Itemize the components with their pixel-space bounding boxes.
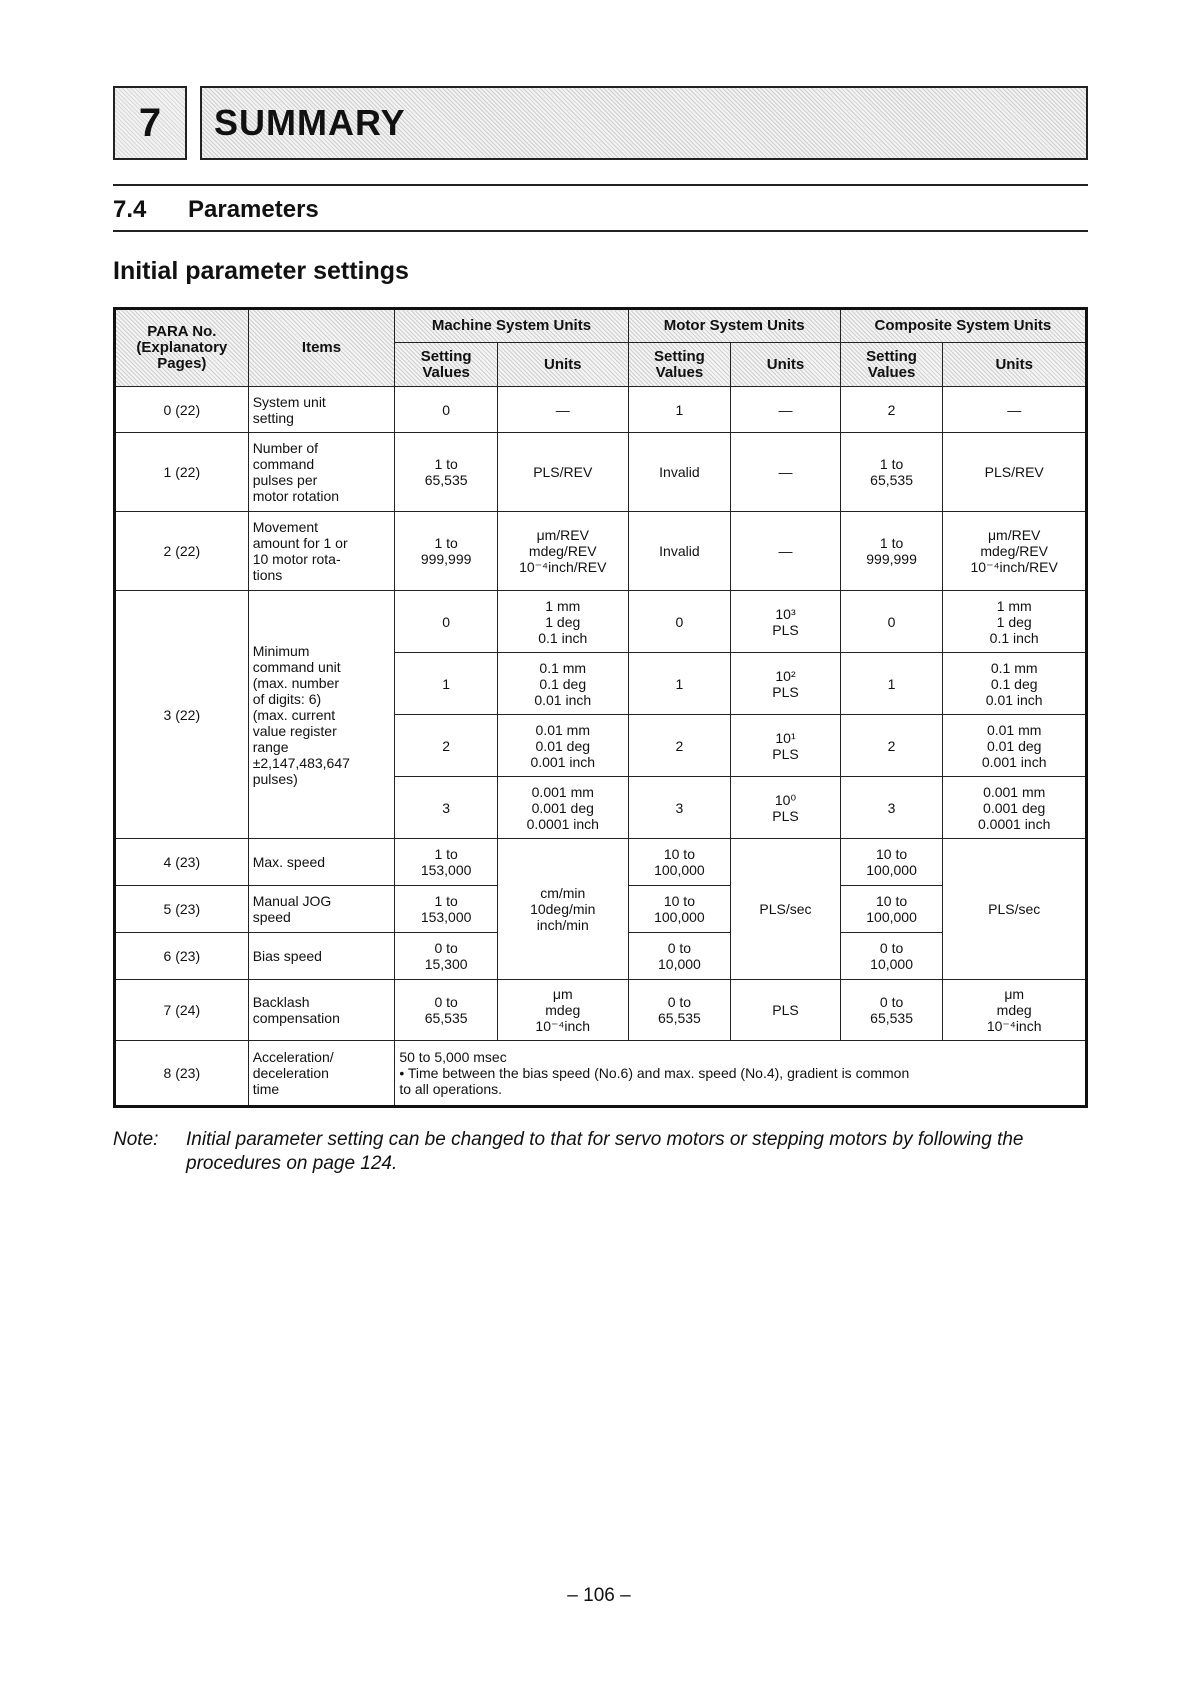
machine-setting-cell: 1 to 999,999 — [395, 512, 498, 591]
composite-setting-cell: 0 to 65,535 — [840, 980, 943, 1041]
composite-setting-cell: 2 — [840, 387, 943, 433]
subheading: Initial parameter settings — [113, 257, 409, 285]
table-row — [115, 839, 1087, 886]
header-machine-units: Units — [497, 343, 628, 387]
table-row — [115, 512, 1087, 591]
machine-setting-cell: 0 — [395, 387, 498, 433]
motor-units-cell: 10² PLS — [731, 653, 841, 715]
section-rule-bottom — [113, 230, 1088, 232]
chapter-number: 7 — [138, 100, 162, 145]
note-label: Note: — [113, 1129, 159, 1150]
chapter-title: SUMMARY — [214, 102, 406, 143]
para-cell: 8 (23) — [115, 1041, 249, 1107]
item-cell: Acceleration/ deceleration time — [248, 1041, 395, 1107]
chapter-title-bar — [200, 86, 1088, 160]
machine-units-cell: μm/REV mdeg/REV 10⁻⁴inch/REV — [497, 512, 628, 591]
composite-units-cell: 0.001 mm 0.001 deg 0.0001 inch — [943, 777, 1087, 839]
item-cell: Manual JOG speed — [248, 886, 395, 933]
machine-units-cell: 0.01 mm 0.01 deg 0.001 inch — [497, 715, 628, 777]
para-cell: 4 (23) — [115, 839, 249, 886]
para-cell: 0 (22) — [115, 387, 249, 433]
composite-units-cell: — — [943, 387, 1087, 433]
composite-setting-cell: 10 to 100,000 — [840, 839, 943, 886]
header-para-no: PARA No. (Explanatory Pages) — [115, 309, 249, 387]
machine-setting-cell: 2 — [395, 715, 498, 777]
section-number: 7.4 — [113, 196, 147, 223]
motor-units-cell: 10⁰ PLS — [731, 777, 841, 839]
header-composite-units: Units — [943, 343, 1087, 387]
section-rule-top — [113, 184, 1088, 186]
page-number: – 106 – — [567, 1585, 631, 1606]
footnote — [113, 1128, 1088, 1176]
composite-units-cell: 1 mm 1 deg 0.1 inch — [943, 591, 1087, 653]
motor-units-cell: 10¹ PLS — [731, 715, 841, 777]
header-machine-setting: Setting Values — [395, 343, 498, 387]
machine-setting-cell: 0 to 65,535 — [395, 980, 498, 1041]
parameter-table — [113, 307, 1088, 1108]
machine-speed-units-cell: cm/min 10deg/min inch/min — [497, 839, 628, 980]
item-cell: Max. speed — [248, 839, 395, 886]
note-text: Initial parameter setting can be changed to that for servo motors or stepping motors by following the procedures on page 124. — [186, 1129, 1024, 1174]
para-cell: 2 (22) — [115, 512, 249, 591]
motor-units-cell: — — [731, 512, 841, 591]
item-cell: Bias speed — [248, 933, 395, 980]
motor-setting-cell: Invalid — [628, 512, 731, 591]
para-cell: 5 (23) — [115, 886, 249, 933]
table-row — [115, 1041, 1087, 1107]
composite-units-cell: 0.01 mm 0.01 deg 0.001 inch — [943, 715, 1087, 777]
motor-setting-cell: 3 — [628, 777, 731, 839]
motor-units-cell: 10³ PLS — [731, 591, 841, 653]
para-cell: 1 (22) — [115, 433, 249, 512]
motor-setting-cell: 1 — [628, 653, 731, 715]
para-cell: 7 (24) — [115, 980, 249, 1041]
table-row — [115, 387, 1087, 433]
composite-setting-cell: 3 — [840, 777, 943, 839]
machine-setting-cell: 1 to 153,000 — [395, 886, 498, 933]
section-title: Parameters — [188, 196, 319, 223]
machine-units-cell: 1 mm 1 deg 0.1 inch — [497, 591, 628, 653]
motor-setting-cell: 10 to 100,000 — [628, 886, 731, 933]
table-row — [115, 433, 1087, 512]
machine-setting-cell: 3 — [395, 777, 498, 839]
machine-setting-cell: 1 — [395, 653, 498, 715]
motor-setting-cell: Invalid — [628, 433, 731, 512]
composite-setting-cell: 2 — [840, 715, 943, 777]
motor-setting-cell: 0 to 10,000 — [628, 933, 731, 980]
composite-units-cell: μm mdeg 10⁻⁴inch — [943, 980, 1087, 1041]
machine-setting-cell: 0 — [395, 591, 498, 653]
header-motor-units: Units — [731, 343, 841, 387]
machine-setting-cell: 1 to 65,535 — [395, 433, 498, 512]
machine-units-cell: 0.001 mm 0.001 deg 0.0001 inch — [497, 777, 628, 839]
composite-speed-units-cell: PLS/sec — [943, 839, 1087, 980]
table-row — [115, 980, 1087, 1041]
machine-units-cell: — — [497, 387, 628, 433]
para-cell: 3 (22) — [115, 591, 249, 839]
composite-units-cell: μm/REV mdeg/REV 10⁻⁴inch/REV — [943, 512, 1087, 591]
item-cell: System unit setting — [248, 387, 395, 433]
item-cell: Number of command pulses per motor rotation — [248, 433, 395, 512]
motor-setting-cell: 10 to 100,000 — [628, 839, 731, 886]
motor-setting-cell: 0 to 65,535 — [628, 980, 731, 1041]
para-cell: 6 (23) — [115, 933, 249, 980]
motor-setting-cell: 2 — [628, 715, 731, 777]
motor-setting-cell: 1 — [628, 387, 731, 433]
item-cell: Backlash compensation — [248, 980, 395, 1041]
header-motor-setting: Setting Values — [628, 343, 731, 387]
motor-units-cell: — — [731, 433, 841, 512]
composite-units-cell: PLS/REV — [943, 433, 1087, 512]
composite-setting-cell: 10 to 100,000 — [840, 886, 943, 933]
header-composite-system-units: Composite System Units — [840, 309, 1086, 343]
motor-speed-units-cell: PLS/sec — [731, 839, 841, 980]
item-cell: Minimum command unit (max. number of digits: 6) (max. current value register range ±2,147,483,647 pulses) — [248, 591, 395, 839]
composite-setting-cell: 0 — [840, 591, 943, 653]
item-cell: Movement amount for 1 or 10 motor rota- tions — [248, 512, 395, 591]
machine-setting-cell: 1 to 153,000 — [395, 839, 498, 886]
composite-setting-cell: 1 to 999,999 — [840, 512, 943, 591]
motor-setting-cell: 0 — [628, 591, 731, 653]
acceleration-value-cell: 50 to 5,000 msec • Time between the bias speed (No.6) and max. speed (No.4), gradient is common to all operations. — [395, 1041, 1087, 1107]
header-items: Items — [248, 309, 395, 387]
composite-setting-cell: 1 — [840, 653, 943, 715]
composite-setting-cell: 0 to 10,000 — [840, 933, 943, 980]
machine-units-cell: 0.1 mm 0.1 deg 0.01 inch — [497, 653, 628, 715]
machine-setting-cell: 0 to 15,300 — [395, 933, 498, 980]
chapter-number-box — [113, 86, 187, 160]
header-machine-system-units: Machine System Units — [395, 309, 628, 343]
machine-units-cell: μm mdeg 10⁻⁴inch — [497, 980, 628, 1041]
machine-units-cell: PLS/REV — [497, 433, 628, 512]
composite-units-cell: 0.1 mm 0.1 deg 0.01 inch — [943, 653, 1087, 715]
motor-units-cell: PLS — [731, 980, 841, 1041]
composite-setting-cell: 1 to 65,535 — [840, 433, 943, 512]
header-composite-setting: Setting Values — [840, 343, 943, 387]
header-motor-system-units: Motor System Units — [628, 309, 840, 343]
motor-units-cell: — — [731, 387, 841, 433]
table-row — [115, 591, 1087, 653]
